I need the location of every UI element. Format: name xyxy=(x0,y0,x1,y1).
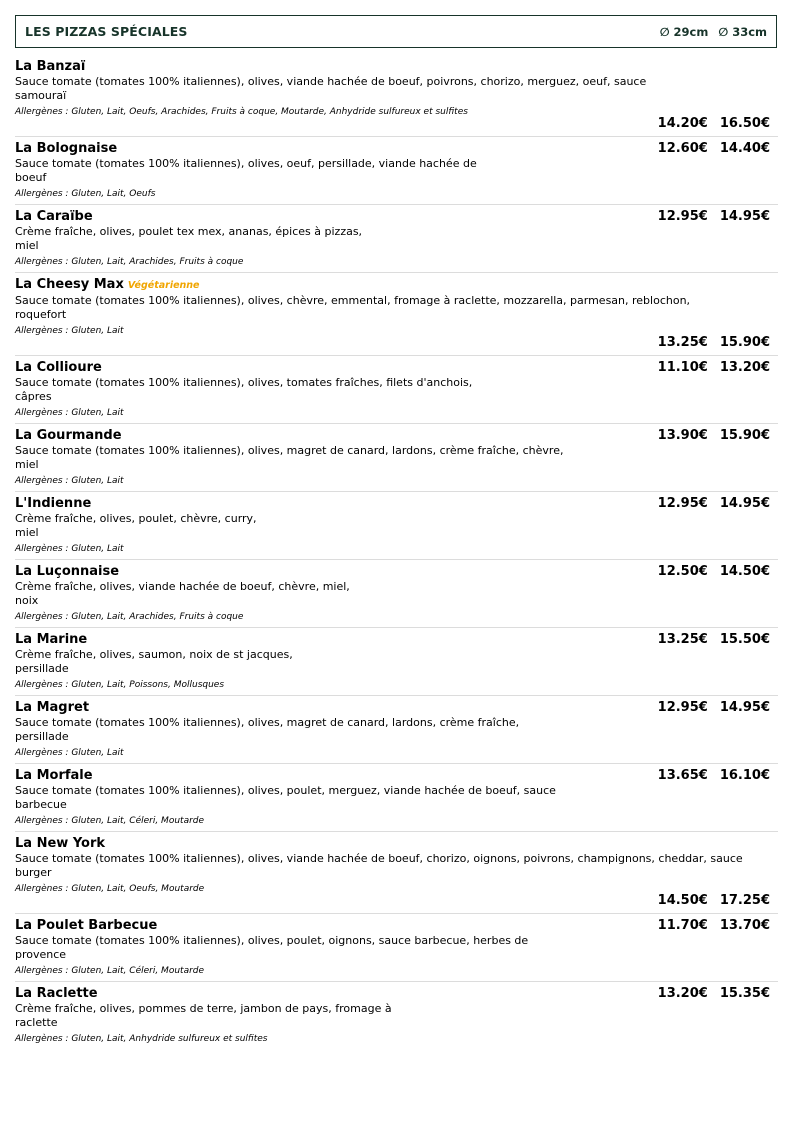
pizza-name xyxy=(15,918,648,934)
price-33cm: 14.40€ xyxy=(719,141,770,156)
price-29cm: 13.25€ xyxy=(657,335,708,350)
pizza-allergens: Allergènes : Gluten, Lait xyxy=(15,748,124,758)
price-29cm: 13.65€ xyxy=(657,768,708,783)
pizza-prices xyxy=(15,116,778,132)
pizza-allergens: Allergènes : Gluten, Lait, Oeufs, Moutarde xyxy=(15,884,205,894)
price-29cm: 12.95€ xyxy=(657,700,708,715)
price-29cm: 12.60€ xyxy=(657,141,708,156)
pizza-info xyxy=(15,700,658,759)
pizza-name-text: La Gourmande xyxy=(15,428,122,443)
pizza-description-line: Sauce tomate (tomates 100% italiennes), olives, oeuf, persillade, viande hachée de xyxy=(15,157,477,170)
section-header xyxy=(15,15,777,48)
pizza-name xyxy=(15,632,648,648)
price-29cm: 11.10€ xyxy=(657,360,708,375)
price-33cm: 14.50€ xyxy=(719,564,770,579)
pizza-description-line: persillade xyxy=(15,730,69,743)
pizza-row xyxy=(15,564,778,623)
pizza-info xyxy=(15,632,658,691)
pizza-item xyxy=(15,428,778,492)
pizza-info xyxy=(15,836,778,895)
pizza-description-line: barbecue xyxy=(15,798,67,811)
pizza-name xyxy=(15,141,648,157)
pizza-prices xyxy=(658,141,778,157)
pizza-info xyxy=(15,564,658,623)
pizza-item xyxy=(15,564,778,628)
pizza-name xyxy=(15,209,648,225)
pizza-item xyxy=(15,768,778,832)
pizza-name xyxy=(15,768,648,784)
pizza-name-text: La Magret xyxy=(15,700,90,715)
pizza-item xyxy=(15,209,778,273)
pizza-item xyxy=(15,986,778,1049)
pizza-description-line: Crème fraîche, olives, saumon, noix de st jacques, xyxy=(15,648,293,661)
pizza-description-line: Sauce tomate (tomates 100% italiennes), olives, tomates fraîches, filets d'anchois, xyxy=(15,376,473,389)
price-33cm: 13.70€ xyxy=(719,918,770,933)
pizza-row xyxy=(15,768,778,827)
pizza-name-text: La Banzaï xyxy=(15,59,86,74)
price-29cm: 14.50€ xyxy=(657,893,708,908)
pizza-prices xyxy=(658,632,778,648)
price-29cm: 12.50€ xyxy=(657,564,708,579)
pizza-item xyxy=(15,141,778,205)
pizza-name-text: La Marine xyxy=(15,632,88,647)
pizza-row xyxy=(15,700,778,759)
pizza-description-line: noix xyxy=(15,594,39,607)
pizza-allergens: Allergènes : Gluten, Lait, Anhydride sulfureux et sulfites xyxy=(15,1034,268,1044)
vegetarian-badge: Végétarienne xyxy=(127,280,200,291)
pizza-description-line: Crème fraîche, olives, pommes de terre, jambon de pays, fromage à xyxy=(15,1002,392,1015)
pizza-name-text: La Poulet Barbecue xyxy=(15,918,158,933)
price-29cm: 11.70€ xyxy=(657,918,708,933)
pizza-info xyxy=(15,918,658,977)
pizza-name xyxy=(15,428,648,444)
section-title: LES PIZZAS SPÉCIALES xyxy=(25,24,188,39)
pizza-prices xyxy=(658,768,778,784)
pizza-row xyxy=(15,632,778,691)
pizza-info xyxy=(15,496,658,555)
pizza-prices xyxy=(658,360,778,376)
pizza-description-line: Sauce tomate (tomates 100% italiennes), olives, viande hachée de boeuf, poivrons, chorizo, merguez, oeuf, sauce xyxy=(15,75,647,88)
pizza-description-line: Sauce tomate (tomates 100% italiennes), olives, viande hachée de boeuf, chorizo, oignons, poivrons, champignons, cheddar, sauce xyxy=(15,852,743,865)
pizza-name-text: La Caraïbe xyxy=(15,209,93,224)
pizza-name xyxy=(15,836,768,852)
price-33cm: 14.95€ xyxy=(719,496,770,511)
pizza-name xyxy=(15,277,768,294)
pizza-description-line: roquefort xyxy=(15,308,67,321)
pizza-item xyxy=(15,496,778,560)
price-33cm: 15.90€ xyxy=(719,335,770,350)
pizza-description-line: raclette xyxy=(15,1016,58,1029)
pizza-prices xyxy=(15,893,778,909)
pizza-description-line: provence xyxy=(15,948,67,961)
pizza-row xyxy=(15,986,778,1045)
price-33cm: 15.90€ xyxy=(719,428,770,443)
price-29cm: 12.95€ xyxy=(657,209,708,224)
pizza-name-text: L'Indienne xyxy=(15,496,92,511)
price-33cm: 15.50€ xyxy=(719,632,770,647)
pizza-prices xyxy=(658,496,778,512)
pizza-description-line: Sauce tomate (tomates 100% italiennes), olives, poulet, merguez, viande hachée de boeuf, sauce xyxy=(15,784,556,797)
pizza-name xyxy=(15,59,768,75)
pizza-description-line: Sauce tomate (tomates 100% italiennes), olives, poulet, oignons, sauce barbecue, herbes de xyxy=(15,934,529,947)
pizza-description-line: Sauce tomate (tomates 100% italiennes), olives, magret de canard, lardons, crème fraîche, chèvre, xyxy=(15,444,564,457)
pizza-description-line: miel xyxy=(15,526,39,539)
pizza-allergens: Allergènes : Gluten, Lait, Arachides, Fruits à coque xyxy=(15,257,244,267)
pizza-allergens: Allergènes : Gluten, Lait xyxy=(15,408,124,418)
pizza-prices xyxy=(658,700,778,716)
pizza-prices xyxy=(658,564,778,580)
pizza-name xyxy=(15,564,648,580)
price-29cm: 13.25€ xyxy=(657,632,708,647)
pizza-name xyxy=(15,700,648,716)
pizza-prices xyxy=(658,986,778,1002)
size-columns xyxy=(660,25,767,39)
price-33cm: 17.25€ xyxy=(719,893,770,908)
pizza-row xyxy=(15,209,778,268)
pizza-info xyxy=(15,768,658,827)
pizza-name xyxy=(15,496,648,512)
pizza-row xyxy=(15,918,778,977)
pizza-name-text: La Luçonnaise xyxy=(15,564,120,579)
pizza-allergens: Allergènes : Gluten, Lait, Céleri, Moutarde xyxy=(15,816,205,826)
price-33cm: 15.35€ xyxy=(719,986,770,1001)
price-33cm: 13.20€ xyxy=(719,360,770,375)
pizza-info xyxy=(15,209,658,268)
pizza-description-line: miel xyxy=(15,239,39,252)
pizza-description-line: Crème fraîche, olives, viande hachée de boeuf, chèvre, miel, xyxy=(15,580,350,593)
pizza-allergens: Allergènes : Gluten, Lait xyxy=(15,544,124,554)
pizza-name-text: La Bolognaise xyxy=(15,141,118,156)
pizza-item xyxy=(15,632,778,696)
price-33cm: 16.10€ xyxy=(719,768,770,783)
pizza-description-line: Crème fraîche, olives, poulet tex mex, ananas, épices à pizzas, xyxy=(15,225,363,238)
pizza-row xyxy=(15,836,778,895)
pizza-allergens: Allergènes : Gluten, Lait, Arachides, Fruits à coque xyxy=(15,612,244,622)
price-33cm: 14.95€ xyxy=(719,209,770,224)
pizza-row xyxy=(15,277,778,337)
pizza-item xyxy=(15,277,778,356)
pizza-description-line: samouraï xyxy=(15,89,67,102)
pizza-prices xyxy=(658,428,778,444)
pizza-info xyxy=(15,141,658,200)
pizza-description-line: Sauce tomate (tomates 100% italiennes), olives, chèvre, emmental, fromage à raclette, mozzarella, parmesan, reblochon, xyxy=(15,294,691,307)
pizza-row xyxy=(15,428,778,487)
pizza-name-text: La Collioure xyxy=(15,360,102,375)
price-29cm: 13.20€ xyxy=(657,986,708,1001)
pizza-name-text: La Morfale xyxy=(15,768,93,783)
pizza-item xyxy=(15,59,778,137)
pizza-description-line: burger xyxy=(15,866,52,879)
pizza-description-line: Sauce tomate (tomates 100% italiennes), olives, magret de canard, lardons, crème fraîche, xyxy=(15,716,520,729)
pizza-allergens: Allergènes : Gluten, Lait, Oeufs xyxy=(15,189,156,199)
pizza-item xyxy=(15,360,778,424)
pizza-item xyxy=(15,918,778,982)
pizza-description-line: persillade xyxy=(15,662,69,675)
pizza-prices xyxy=(658,918,778,934)
pizza-row xyxy=(15,496,778,555)
pizza-row xyxy=(15,59,778,118)
price-29cm: 13.90€ xyxy=(657,428,708,443)
pizza-allergens: Allergènes : Gluten, Lait xyxy=(15,476,124,486)
pizza-name-text: La Raclette xyxy=(15,986,98,1001)
size-29-label: ∅ 29cm xyxy=(659,24,709,39)
pizza-prices xyxy=(658,209,778,225)
pizza-prices xyxy=(15,335,778,351)
pizza-row xyxy=(15,141,778,200)
pizza-allergens: Allergènes : Gluten, Lait, Oeufs, Arachides, Fruits à coque, Moutarde, Anhydride sulfureux et sulfites xyxy=(15,107,468,117)
pizza-description-line: Crème fraîche, olives, poulet, chèvre, curry, xyxy=(15,512,257,525)
price-33cm: 14.95€ xyxy=(719,700,770,715)
pizza-description-line: câpres xyxy=(15,390,52,403)
price-33cm: 16.50€ xyxy=(719,116,770,131)
pizza-name xyxy=(15,360,648,376)
pizza-info xyxy=(15,428,658,487)
pizza-item xyxy=(15,700,778,764)
pizza-item xyxy=(15,836,778,914)
pizza-description-line: boeuf xyxy=(15,171,47,184)
pizza-info xyxy=(15,277,778,337)
pizza-row xyxy=(15,360,778,419)
pizza-description-line: miel xyxy=(15,458,39,471)
pizza-name-text: La Cheesy Max xyxy=(15,277,124,292)
pizza-allergens: Allergènes : Gluten, Lait, Poissons, Mollusques xyxy=(15,680,225,690)
price-29cm: 14.20€ xyxy=(657,116,708,131)
pizza-allergens: Allergènes : Gluten, Lait, Céleri, Moutarde xyxy=(15,966,205,976)
pizza-info xyxy=(15,986,658,1045)
pizza-allergens: Allergènes : Gluten, Lait xyxy=(15,326,124,336)
pizza-info xyxy=(15,59,778,118)
pizza-list xyxy=(15,59,778,1053)
pizza-name xyxy=(15,986,648,1002)
pizza-name-text: La New York xyxy=(15,836,106,851)
pizza-info xyxy=(15,360,658,419)
price-29cm: 12.95€ xyxy=(657,496,708,511)
size-33-label: ∅ 33cm xyxy=(718,24,767,39)
